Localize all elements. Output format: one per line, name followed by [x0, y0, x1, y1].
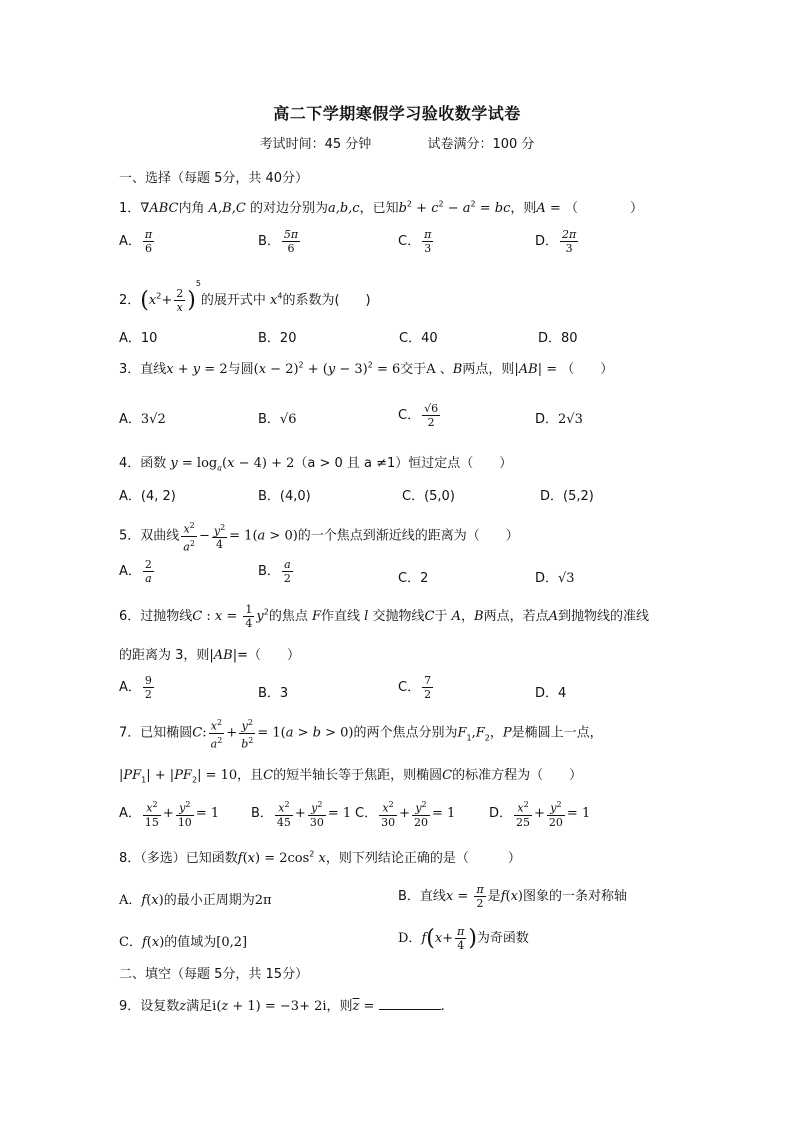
q6-option-a[interactable]: A． $\frac{9}{2}$ — [119, 674, 152, 701]
section-heading-choice: 一、选择（每题 5分，共 40分） — [119, 171, 309, 186]
q3-option-b[interactable]: B．√6 — [258, 412, 297, 427]
q8-option-b[interactable]: B．直线x = $\frac{\pi}{2}$ 是f(x)图象的一条对称轴 — [398, 883, 628, 910]
question-8: 8．（多选）已知函数$f(x) = 2\cos^2$ x，则下列结论正确的是（ ） — [119, 849, 521, 866]
q7-option-b[interactable]: B． $\frac{x^2}{45}$ + $\frac{y^2}{30}$ = 1 — [251, 800, 352, 829]
q6-option-d[interactable]: D．4 — [535, 686, 567, 701]
question-9: 9．设复数z满足i(z + 1) = −3+ 2i，则$\overline{z}$ = . — [119, 999, 445, 1014]
q1-option-a[interactable]: A． $\frac{\pi}{6}$ — [119, 228, 153, 255]
q5-option-a[interactable]: A． $\frac{2}{a}$ — [119, 558, 152, 585]
q1-option-b[interactable]: B． $\frac{5\pi}{6}$ — [258, 228, 299, 255]
q5-option-b[interactable]: B． $\frac{a}{2}$ — [258, 558, 291, 585]
q2-option-c[interactable]: C．40 — [399, 331, 438, 346]
q8-option-a[interactable]: A．f(x)的最小正周期为2π — [119, 893, 272, 908]
exam-info — [0, 133, 794, 152]
q5-option-d[interactable]: D．√3 — [535, 571, 575, 586]
exam-time: 考试时间：45 分钟 — [259, 137, 372, 152]
q8-option-c[interactable]: C．f(x)的值域为[0,2] — [119, 935, 248, 950]
q6-option-b[interactable]: B．3 — [258, 686, 289, 701]
question-1: 1．∇ABC内角 A,B,C 的对边分别为a,b,c，已知$b^2 + c^2 - a^2$ = bc，则A = （ ） — [119, 199, 643, 216]
question-5: 5．双曲线 $\frac{x^2}{a^2}$ − $\frac{y^2}{4}$ = 1(a > 0)的一个焦点到渐近线的距离为（ ） — [119, 521, 519, 554]
question-3: 3．直线x + y = 2与圆$(x - 2)^2 + (y - 3)^2 = 6$交于A 、B两点，则|AB| = （ ） — [119, 360, 614, 377]
q2-option-b[interactable]: B．20 — [258, 331, 297, 346]
question-7: 7．已知椭圆C: $\frac{x^2}{a^2}$ + $\frac{y^2}{b^2}$ = 1(a > b > 0)的两个焦点分别为$F_1,F_2$，P是椭圆上一点， — [119, 718, 603, 751]
q2-option-a[interactable]: A．10 — [119, 331, 158, 346]
q4-option-a[interactable]: A．(4, 2) — [119, 489, 176, 504]
q1-option-c[interactable]: C． $\frac{\pi}{3}$ — [398, 228, 432, 255]
q3-option-c[interactable]: C． $\frac{√6}{2}$ — [398, 402, 439, 429]
q3-option-d[interactable]: D．2√3 — [535, 412, 583, 427]
q2-option-d[interactable]: D．80 — [538, 331, 578, 346]
q5-option-c[interactable]: C．2 — [398, 571, 429, 586]
q6-option-c[interactable]: C． $\frac{7}{2}$ — [398, 674, 432, 701]
q4-option-d[interactable]: D．(5,2) — [540, 489, 594, 504]
q7-option-c[interactable]: C． $\frac{x^2}{30}$ + $\frac{y^2}{20}$ = 1 — [355, 800, 456, 829]
question-4: 4．函数 $y = \log_a(x - 4) + 2(a > 0$ 且 a ≠1）恒过定点（ ） — [119, 456, 513, 473]
q4-option-c[interactable]: C．(5,0) — [402, 489, 455, 504]
q4-option-b[interactable]: B．(4,0) — [258, 489, 311, 504]
q3-option-a[interactable]: A．3√2 — [119, 412, 166, 427]
q1-option-d[interactable]: D． $\frac{2\pi}{3}$ — [535, 228, 577, 255]
question-7-line-2: $|PF_1| + |PF_2| = 10$，且C的短半轴长等于焦距，则椭圆C的标准方程为（ ） — [119, 768, 583, 785]
page-title: 高二下学期寒假学习验收数学试卷 — [273, 104, 521, 123]
question-2: 2．($x^2+$ $\frac{2}{x}$ )$^5$的展开式中 $x^4$的系数为( ) — [119, 279, 371, 314]
q7-option-a[interactable]: A． $\frac{x^2}{15}$ + $\frac{y^2}{10}$ = 1 — [119, 800, 220, 829]
q8-option-d[interactable]: D．f(x+ $\frac{\pi}{4}$ )为奇函数 — [398, 925, 529, 952]
q7-option-d[interactable]: D． $\frac{x^2}{25}$ + $\frac{y^2}{20}$ = 1 — [489, 800, 591, 829]
answer-blank[interactable] — [379, 997, 441, 1010]
section-heading-fill: 二、填空（每题 5分，共 15分） — [119, 967, 309, 982]
question-6-line-2: 的距离为 3，则|AB|=（ ） — [119, 648, 301, 663]
full-score: 试卷满分：100 分 — [427, 137, 535, 152]
question-6: 6．过抛物线C : x = $\frac{1}{4}$ $y^2$的焦点 F作直线 l 交抛物线C于 A，B两点，若点A到抛物线的准线 — [119, 603, 649, 630]
